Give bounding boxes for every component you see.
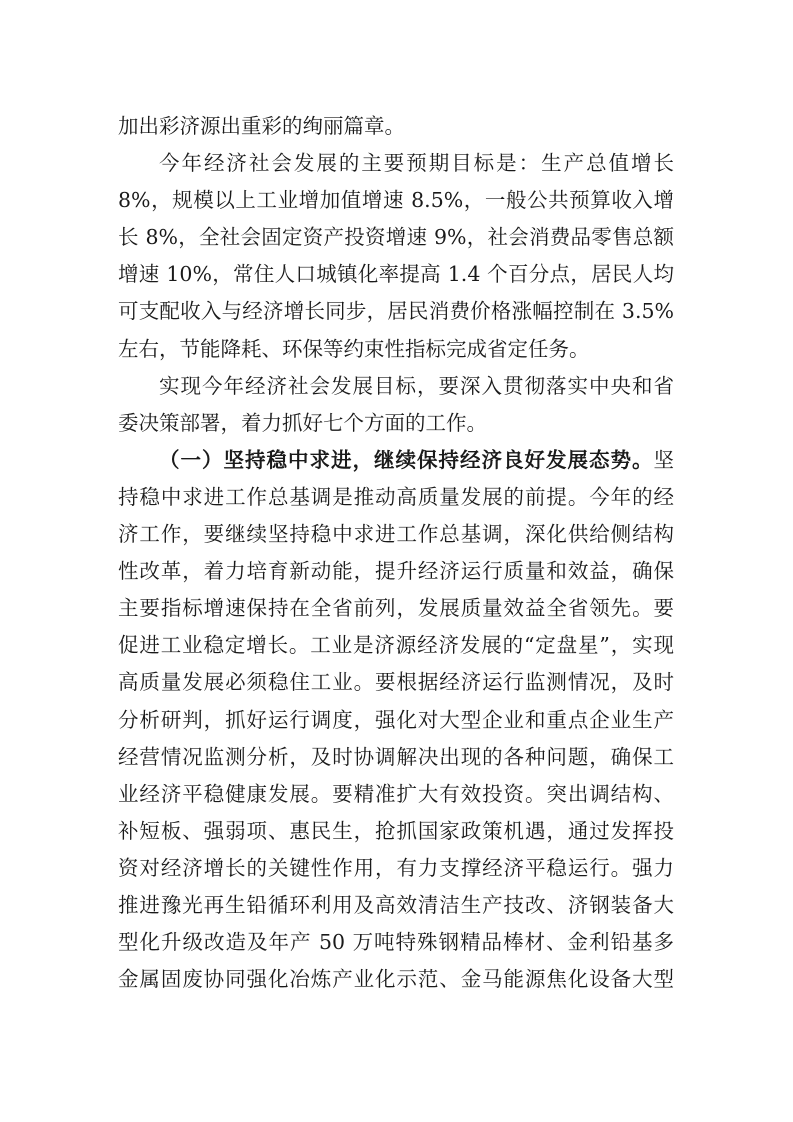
text-line: 加出彩济源出重彩的绚丽篇章。 <box>118 114 405 138</box>
text-line: 资对经济增长的关键性作用，有力支撑经济平稳运行。强力 <box>118 855 674 880</box>
text-line: 委决策部署，着力抓好七个方面的工作。 <box>118 410 487 435</box>
text-line: 补短板、强弱项、惠民生，抢抓国家政策机遇，通过发挥投 <box>118 818 674 843</box>
text-line: 金属固废协同强化冶炼产业化示范、金马能源焦化设备大型 <box>118 967 674 992</box>
text-line: 分析研判，抓好运行调度，强化对大型企业和重点企业生产 <box>118 707 674 732</box>
section-heading-line <box>118 442 674 479</box>
text-line: 济工作，要继续坚持稳中求进工作总基调，深化供给侧结构 <box>118 522 674 547</box>
text-line: 主要指标增速保持在全省前列，发展质量效益全省领先。要 <box>118 596 674 621</box>
text-line: 经营情况监测分析，及时协调解决出现的各种问题，确保工 <box>118 744 674 769</box>
text-line: 长 8%，全社会固定资产投资增速 9%，社会消费品零售总额 <box>118 225 674 250</box>
text-line: 左右，节能降耗、环保等约束性指标完成省定任务。 <box>118 336 590 361</box>
text-line: 促进工业稳定增长。工业是济源经济发展的“定盘星”，实现 <box>118 633 674 658</box>
text-line: 性改革，着力培育新动能，提升经济运行质量和效益，确保 <box>118 559 674 584</box>
text-line: 增速 10%，常住人口城镇化率提高 1.4 个百分点，居民人均 <box>118 262 674 287</box>
text-line: 型化升级改造及年产 50 万吨特殊钢精品棒材、金利铅基多 <box>118 930 674 955</box>
text-line: 推进豫光再生铅循环利用及高效清洁生产技改、济钢装备大 <box>118 892 674 917</box>
text-line: 今年经济社会发展的主要预期目标是：生产总值增长 <box>159 151 674 176</box>
text-line: 实现今年经济社会发展目标，要深入贯彻落实中央和省 <box>159 373 674 398</box>
text-line: 8%，规模以上工业增加值增速 8.5%，一般公共预算收入增 <box>118 188 674 213</box>
text-line: 持稳中求进工作总基调是推动高质量发展的前提。今年的经 <box>118 484 674 509</box>
text-line: 高质量发展必须稳住工业。要根据经济运行监测情况，及时 <box>118 670 674 695</box>
text-line: 业经济平稳健康发展。要精准扩大有效投资。突出调结构、 <box>118 781 674 806</box>
document-page <box>118 108 674 998</box>
text-fragment: 坚 <box>653 447 674 472</box>
section-heading: （一）坚持稳中求进，继续保持经济良好发展态势。 <box>159 447 654 472</box>
text-line: 可支配收入与经济增长同步，居民消费价格涨幅控制在 3.5% <box>118 299 674 324</box>
